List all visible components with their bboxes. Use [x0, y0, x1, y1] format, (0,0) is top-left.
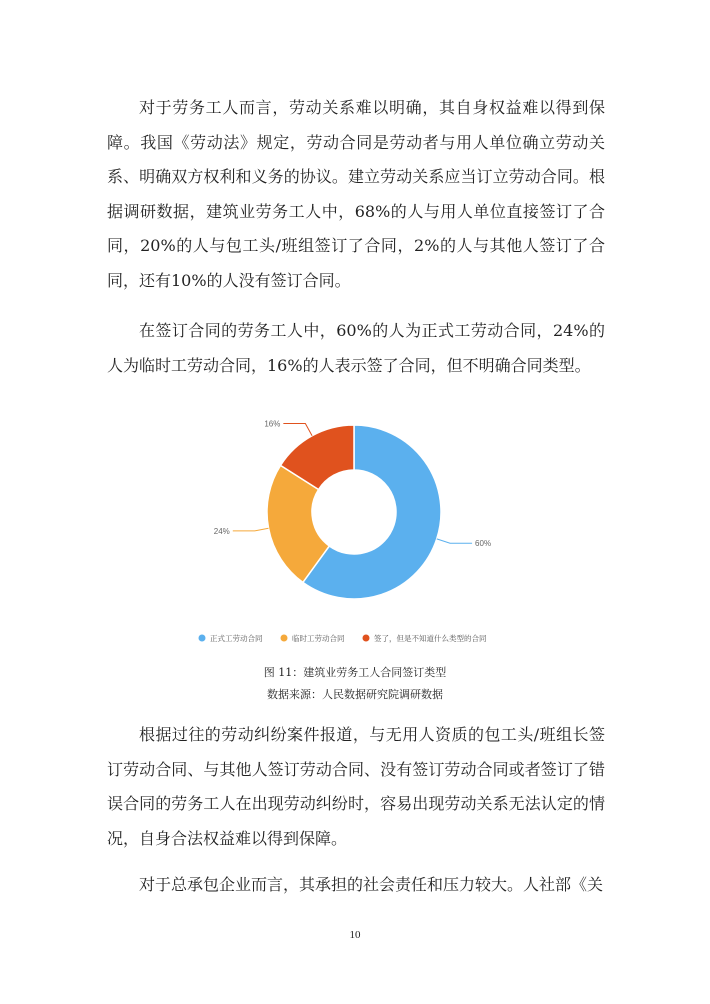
legend-label-3: 签了，但是不知道什么类型的合同 — [374, 634, 487, 643]
leader-line-3 — [283, 423, 312, 435]
legend-label-1: 正式工劳动合同 — [210, 634, 263, 643]
leader-line-2 — [233, 528, 269, 531]
legend-label-2: 临时工劳动合同 — [292, 634, 345, 643]
figure-source: 数据来源：人民数据研究院调研数据 — [267, 688, 443, 701]
legend-marker-1 — [199, 635, 206, 642]
body-paragraph-2: 在签订合同的劳务工人中，60%的人为正式工劳动合同，24%的人为临时工劳动合同，16%的人表示签了合同，但不明确合同类型。 — [107, 321, 605, 375]
body-paragraph-1: 对于劳务工人而言，劳动关系难以明确，其自身权益难以得到保障。我国《劳动法》规定，劳动合同是劳动者与用人单位确立劳动关系、明确双方权利和义务的协议。建立劳动关系应当订立劳动合同。根据调研数据，建筑业劳务工人中，68%的人与用人单位直接签订了合同，20%的人与包工头/班组签订了合同，2%的人与其他人签订了合同，还有10%的人没有签订合同。 — [107, 98, 605, 290]
data-label-2: 24% — [213, 526, 230, 536]
donut-svg — [190, 405, 520, 660]
data-label-3: 16% — [264, 419, 281, 429]
body-paragraph-3: 根据过往的劳动纠纷案件报道，与无用人资质的包工头/班组长签订劳动合同、与其他人签订劳动合同、没有签订劳动合同或者签订了错误合同的劳务工人在出现劳动纠纷时，容易出现劳动关系无法认定的情况，自身合法权益难以得到保障。 — [107, 725, 605, 848]
body-paragraph-4: 对于总承包企业而言，其承担的社会责任和压力较大。人社部《关 — [139, 875, 604, 894]
page-number: 10 — [349, 929, 361, 941]
figure-caption: 图 11：建筑业劳务工人合同签订类型 — [263, 666, 447, 679]
legend-marker-3 — [363, 635, 370, 642]
leader-line-1 — [437, 539, 472, 543]
data-label-1: 60% — [475, 539, 492, 549]
legend-marker-2 — [281, 635, 288, 642]
contract-type-donut-chart — [190, 405, 520, 660]
